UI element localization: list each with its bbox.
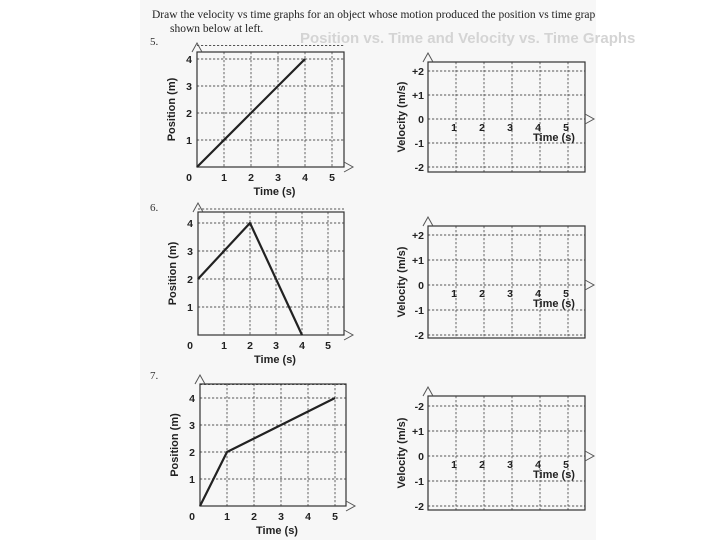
instructions-line-1: Draw the velocity vs time graphs for an object whose motion produced the position vs time grap [152, 9, 596, 21]
y-tick-label: +1 [412, 255, 424, 267]
x-tick-label: 4 [535, 459, 541, 471]
x-tick-label: 2 [248, 172, 254, 184]
y-axis-arrow [423, 387, 433, 396]
y-tick-label: +2 [412, 66, 424, 78]
x-tick-label: 4 [535, 288, 541, 300]
x-tick-label: 5 [329, 172, 335, 184]
y-tick-label: -1 [414, 305, 424, 317]
x-tick-label: 1 [224, 511, 230, 523]
y-tick-label: 3 [186, 81, 192, 93]
y-tick-label: 4 [186, 54, 192, 66]
x-tick-label: 5 [325, 340, 331, 352]
y-tick-label: -2 [414, 501, 424, 513]
problem-5-number: 5. [150, 36, 159, 48]
y-axis-label: Position (m) [167, 241, 179, 306]
y-tick-label: -1 [414, 138, 424, 150]
x-tick-label: 3 [275, 172, 281, 184]
grid-lines [428, 396, 585, 510]
x-axis-label: Time (s) [533, 132, 575, 144]
x-tick-label: 3 [507, 122, 513, 134]
x-tick-label: 0 [189, 511, 195, 523]
y-tick-label: -2 [414, 162, 424, 174]
y-tick-label: +1 [412, 426, 424, 438]
y-tick-label: 1 [189, 474, 195, 486]
y-axis-label: Position (m) [166, 77, 178, 142]
x-tick-label: 4 [535, 122, 541, 134]
x-tick-label: 5 [563, 459, 569, 471]
x-axis-arrow [585, 451, 594, 461]
y-tick-label: 4 [187, 218, 193, 230]
y-axis-label: Velocity (m/s) [396, 81, 408, 153]
y-tick-label: -2 [414, 401, 424, 413]
x-axis-label: Time (s) [256, 525, 298, 537]
y-tick-label: 1 [187, 302, 193, 314]
y-axis-label: Velocity (m/s) [396, 246, 408, 318]
y-tick-label: -1 [414, 476, 424, 488]
x-tick-label: 5 [563, 288, 569, 300]
x-tick-label: 3 [278, 511, 284, 523]
x-tick-label: 0 [187, 340, 193, 352]
x-tick-label: 3 [507, 288, 513, 300]
x-tick-label: 2 [479, 459, 485, 471]
y-tick-label: 2 [189, 447, 195, 459]
x-tick-label: 1 [221, 172, 227, 184]
x-tick-label: 4 [302, 172, 308, 184]
x-tick-label: 5 [332, 511, 338, 523]
x-axis-label: Time (s) [533, 298, 575, 310]
x-tick-label: 4 [305, 511, 311, 523]
y-tick-label: -2 [414, 330, 424, 342]
x-tick-label: 1 [451, 288, 457, 300]
y-tick-label: 0 [418, 451, 424, 463]
x-axis-label: Time (s) [253, 186, 296, 198]
x-tick-label: 1 [221, 340, 227, 352]
x-tick-label: 2 [479, 122, 485, 134]
problem-6-number: 6. [150, 202, 159, 214]
x-tick-label: 2 [479, 288, 485, 300]
x-tick-label: 2 [247, 340, 253, 352]
y-tick-label: +1 [412, 90, 424, 102]
x-tick-label: 1 [451, 459, 457, 471]
y-tick-label: 0 [418, 114, 424, 126]
y-tick-label: 0 [418, 280, 424, 292]
y-tick-label: +2 [412, 230, 424, 242]
y-tick-label: 4 [189, 393, 195, 405]
problem-7-number: 7. [150, 370, 159, 382]
y-tick-label: 2 [187, 274, 193, 286]
graph-frame [428, 396, 585, 510]
y-tick-label: 1 [186, 135, 192, 147]
x-tick-label: 4 [299, 340, 305, 352]
x-tick-label: 1 [451, 122, 457, 134]
faded-title: Position vs. Time and Velocity vs. Time Graphs [300, 30, 636, 47]
y-axis-label: Position (m) [169, 413, 181, 477]
instructions-line-2: shown below at left. [170, 23, 264, 35]
x-axis-label: Time (s) [533, 469, 575, 481]
x-axis-label: Time (s) [254, 354, 296, 366]
x-tick-label: 3 [273, 340, 279, 352]
y-tick-label: 3 [187, 246, 193, 258]
x-tick-label: 0 [186, 172, 192, 184]
x-tick-label: 2 [251, 511, 257, 523]
y-axis-label: Velocity (m/s) [396, 417, 408, 489]
y-tick-label: 3 [189, 420, 195, 432]
x-tick-label: 5 [563, 122, 569, 134]
y-tick-label: 2 [186, 108, 192, 120]
x-tick-label: 3 [507, 459, 513, 471]
